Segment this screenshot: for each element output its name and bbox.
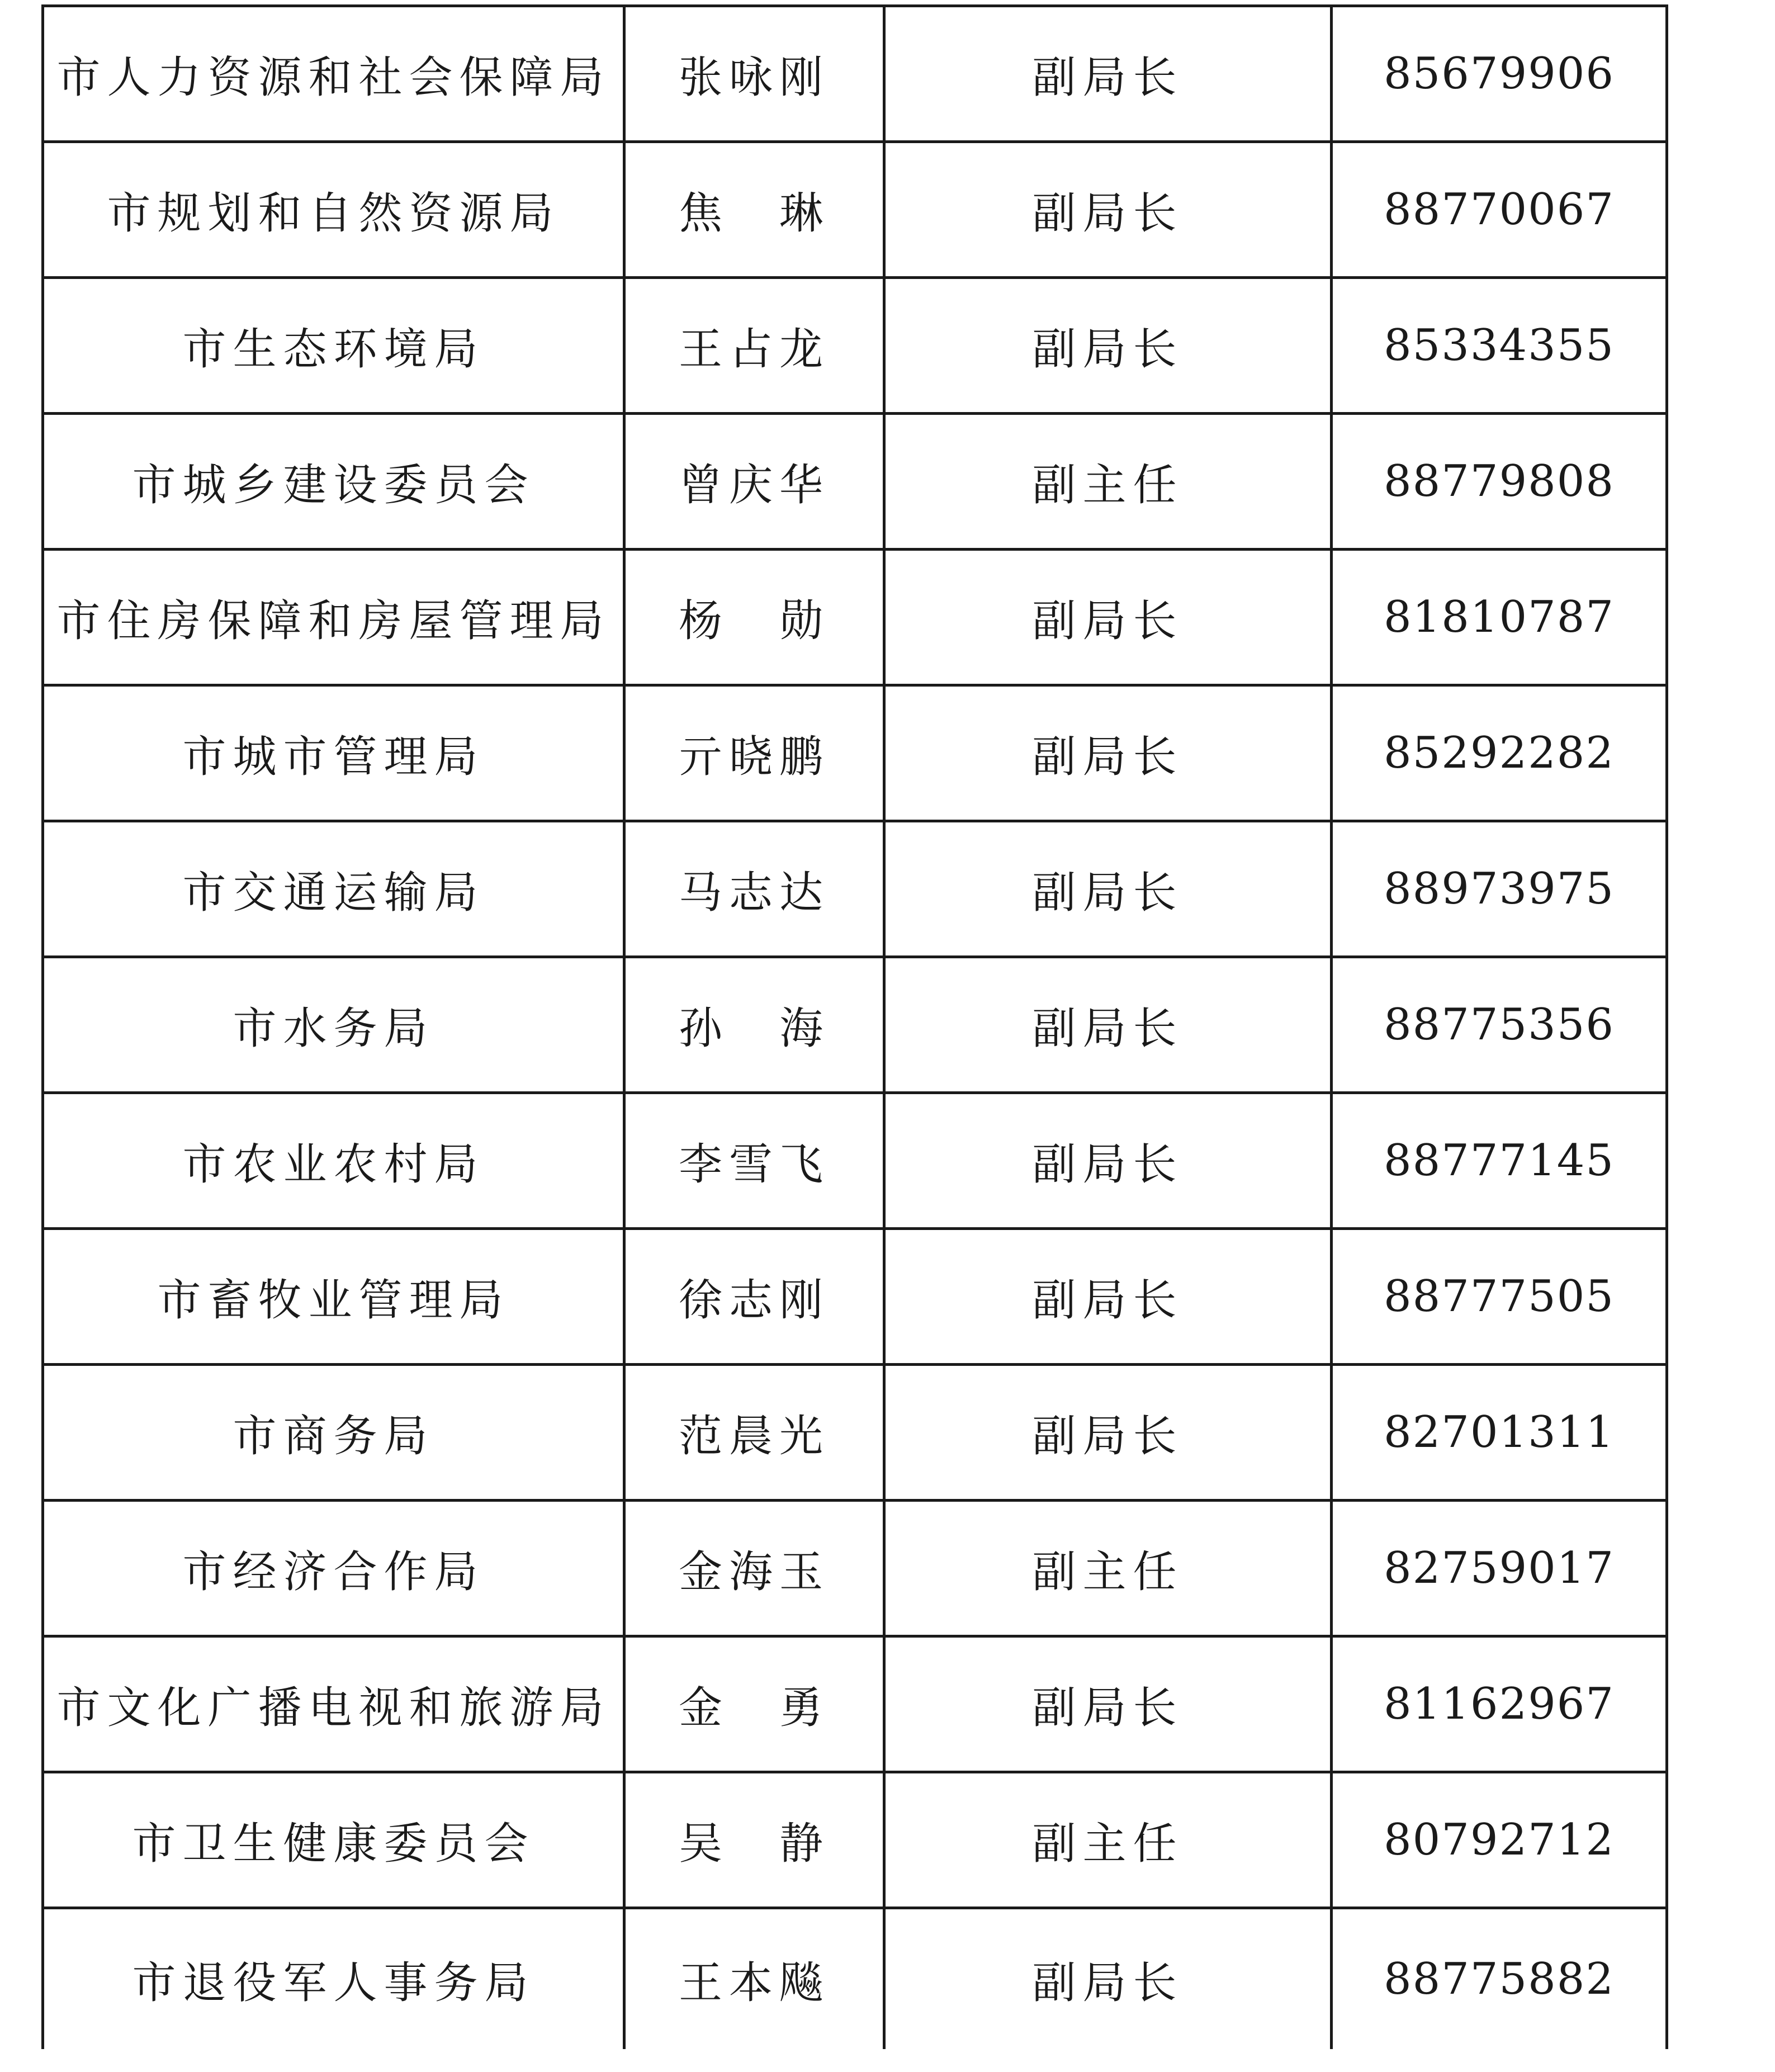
title-cell: 副局长	[884, 821, 1332, 957]
phone-cell: 88779808	[1332, 414, 1667, 550]
unit-cell: 市商务局	[43, 1365, 624, 1501]
name-cell: 亓晓鹏	[624, 685, 884, 821]
table-row	[43, 142, 1667, 278]
title-cell: 副局长	[884, 1908, 1332, 2050]
name-cell: 王占龙	[624, 278, 884, 414]
name-cell: 张咏刚	[624, 6, 884, 142]
title-cell: 副局长	[884, 1636, 1332, 1772]
table-row	[43, 1636, 1667, 1772]
table-row	[43, 1501, 1667, 1636]
table-row	[43, 6, 1667, 142]
unit-cell: 市卫生健康委员会	[43, 1772, 624, 1908]
title-cell: 副局长	[884, 550, 1332, 685]
table-row	[43, 1229, 1667, 1365]
name-cell: 李雪飞	[624, 1093, 884, 1229]
phone-cell: 88770067	[1332, 142, 1667, 278]
unit-cell: 市城乡建设委员会	[43, 414, 624, 550]
table-row	[43, 550, 1667, 685]
unit-cell: 市经济合作局	[43, 1501, 624, 1636]
title-cell: 副局长	[884, 685, 1332, 821]
phone-cell: 85334355	[1332, 278, 1667, 414]
unit-cell: 市住房保障和房屋管理局	[43, 550, 624, 685]
name-cell: 杨 勋	[624, 550, 884, 685]
table-row	[43, 685, 1667, 821]
title-cell: 副局长	[884, 1093, 1332, 1229]
title-cell: 副局长	[884, 6, 1332, 142]
phone-cell: 88777145	[1332, 1093, 1667, 1229]
phone-cell: 81810787	[1332, 550, 1667, 685]
table-row	[43, 1365, 1667, 1501]
unit-cell: 市生态环境局	[43, 278, 624, 414]
phone-cell: 80792712	[1332, 1772, 1667, 1908]
name-cell: 范晨光	[624, 1365, 884, 1501]
phone-cell: 81162967	[1332, 1636, 1667, 1772]
unit-cell: 市交通运输局	[43, 821, 624, 957]
title-cell: 副局长	[884, 1365, 1332, 1501]
title-cell: 副主任	[884, 1772, 1332, 1908]
table-row	[43, 278, 1667, 414]
unit-cell: 市水务局	[43, 957, 624, 1093]
table-row	[43, 414, 1667, 550]
unit-cell: 市文化广播电视和旅游局	[43, 1636, 624, 1772]
table-row	[43, 1093, 1667, 1229]
phone-cell: 88973975	[1332, 821, 1667, 957]
title-cell: 副局长	[884, 142, 1332, 278]
contact-table	[41, 4, 1668, 2049]
table-row	[43, 1908, 1667, 2050]
title-cell: 副主任	[884, 414, 1332, 550]
unit-cell: 市人力资源和社会保障局	[43, 6, 624, 142]
table-row	[43, 957, 1667, 1093]
name-cell: 吴 静	[624, 1772, 884, 1908]
phone-cell: 88775882	[1332, 1908, 1667, 2050]
name-cell: 徐志刚	[624, 1229, 884, 1365]
title-cell: 副主任	[884, 1501, 1332, 1636]
unit-cell: 市退役军人事务局	[43, 1908, 624, 2050]
phone-cell: 85292282	[1332, 685, 1667, 821]
name-cell: 焦 琳	[624, 142, 884, 278]
phone-cell: 88775356	[1332, 957, 1667, 1093]
phone-cell: 85679906	[1332, 6, 1667, 142]
title-cell: 副局长	[884, 278, 1332, 414]
title-cell: 副局长	[884, 1229, 1332, 1365]
name-cell: 王本飚	[624, 1908, 884, 2050]
name-cell: 金海玉	[624, 1501, 884, 1636]
name-cell: 曾庆华	[624, 414, 884, 550]
table-row	[43, 1772, 1667, 1908]
name-cell: 金 勇	[624, 1636, 884, 1772]
phone-cell: 88777505	[1332, 1229, 1667, 1365]
name-cell: 马志达	[624, 821, 884, 957]
table-row	[43, 821, 1667, 957]
title-cell: 副局长	[884, 957, 1332, 1093]
unit-cell: 市畜牧业管理局	[43, 1229, 624, 1365]
name-cell: 孙 海	[624, 957, 884, 1093]
phone-cell: 82701311	[1332, 1365, 1667, 1501]
unit-cell: 市城市管理局	[43, 685, 624, 821]
unit-cell: 市规划和自然资源局	[43, 142, 624, 278]
unit-cell: 市农业农村局	[43, 1093, 624, 1229]
phone-cell: 82759017	[1332, 1501, 1667, 1636]
